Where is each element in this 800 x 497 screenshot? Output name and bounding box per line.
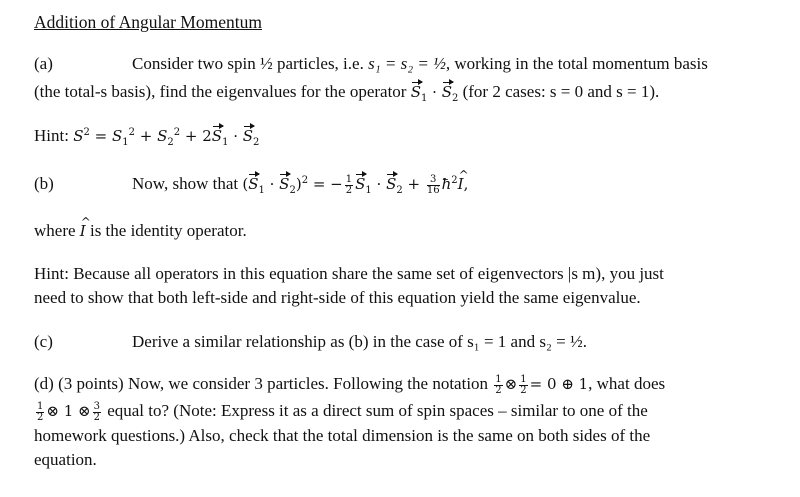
part-c-text: Derive a similar relationship as (b) in the case of s₁ = 1 and s₂ = ½. (132, 332, 587, 351)
part-a-line1-end: , working in the total momentum basis (445, 54, 708, 73)
part-a-line2-row (34, 80, 760, 104)
part-a-label: (a) (34, 54, 53, 73)
part-a-s-equality: s₁ = s₂ = ½ (368, 54, 446, 73)
part-b-where (34, 219, 760, 243)
part-a (34, 52, 760, 76)
part-a-line2-end: (for 2 cases: s = 0 and s = 1). (462, 82, 660, 101)
part-d-line1-end: , what does (588, 374, 666, 393)
identity-operator: ^ I (80, 219, 86, 243)
hint-1-prefix: Hint: (34, 126, 69, 145)
part-d-line2 (34, 399, 760, 423)
where-line: is the identity operator. (89, 221, 247, 240)
where-prefix: where (34, 221, 76, 240)
hint-1-equation: $S^2 = S_1^2 + S_2^2 + 2S_1 \cdot S_2$ (73, 127, 259, 145)
page-title: Addition of Angular Momentum (34, 12, 262, 32)
hint-2-line2: need to show that both left-side and right-side of this equation yield the same eigenvalue. (34, 288, 641, 307)
part-c (34, 330, 760, 354)
part-b-equation: $(S_1 \cdot S_2)^2$ = − $\frac{1}{2}$ $S_1 \cdot S_2$ + $\frac{3}{16}$ $ħ^2\^{}$ I, (242, 175, 468, 193)
part-b-label: (b) (34, 174, 54, 193)
part-d-line2-end: equal to? (Note: Express it as a direct sum of spin spaces – similar to one of the (107, 401, 648, 420)
part-d-line1-start: (d) (3 points) Now, we consider 3 particles. Following the notation (34, 374, 489, 393)
part-c-label: (c) (34, 332, 53, 351)
part-b-text: Now, show that (132, 174, 239, 193)
part-d-line1 (34, 372, 760, 396)
hint-1 (34, 124, 760, 148)
hint-2-line1: Hint: Because all operators in this equation share the same set of eigenvectors |s m), you just (34, 264, 664, 283)
part-a-line1: Consider two spin ½ particles, i.e. (132, 54, 364, 73)
part-d-line3: homework questions.) Also, check that the total dimension is the same on both sides of the (34, 426, 651, 445)
notation-equation: $\frac{1}{2}$ ⊗ $\frac{1}{2}$ = 0 ⊕ 1 (495, 373, 589, 396)
part-a-line2: (the total-s basis), find the eigenvalues for the operator (34, 82, 407, 101)
tensor-product-expression: $\frac{1}{2}$ ⊗ 1 ⊗ $\frac{3}{2}$ (37, 400, 100, 423)
part-d-line4: equation. (34, 450, 97, 469)
part-b (34, 172, 760, 196)
operator-s1-dot-s2: $S_1 \cdot S_2$ (411, 83, 459, 101)
